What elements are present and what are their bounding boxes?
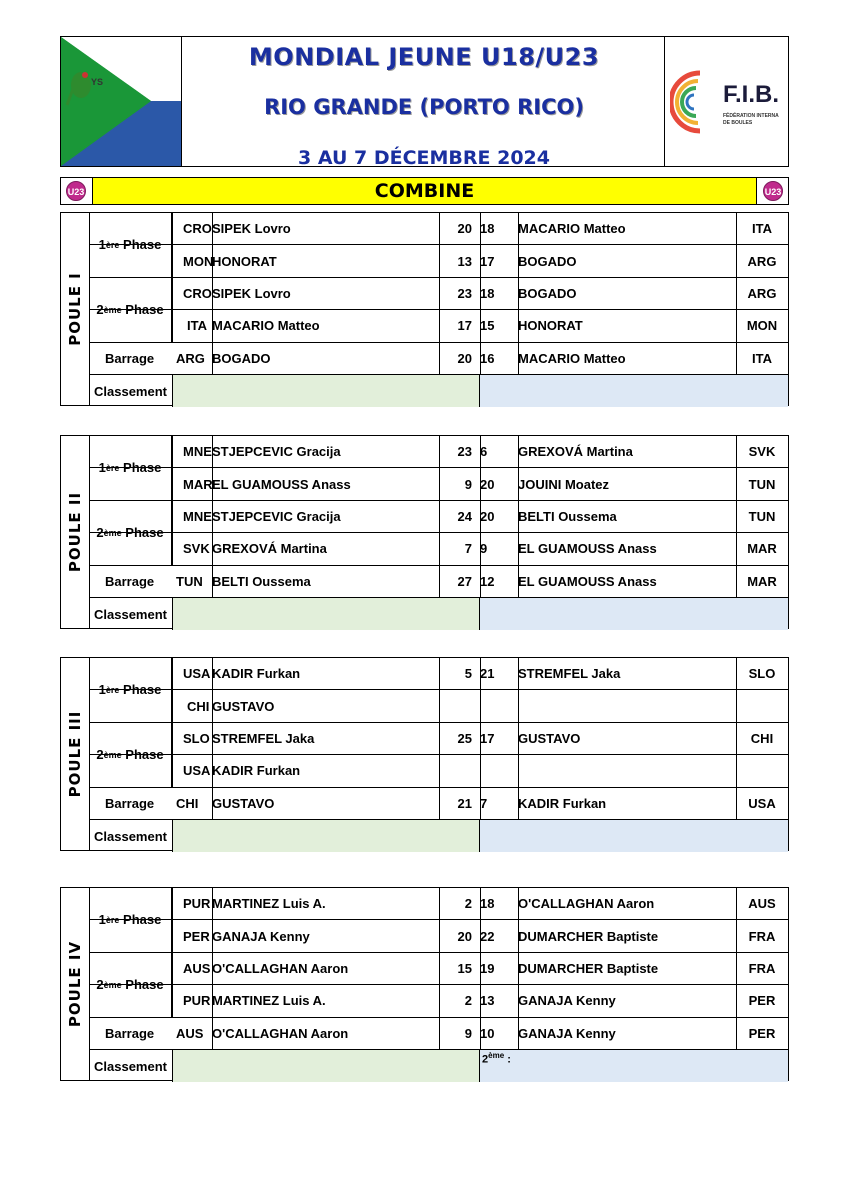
- left-nation: CHI: [187, 698, 210, 714]
- score-left: 23: [457, 444, 472, 460]
- score-right: 21: [480, 666, 495, 682]
- left-player: EL GUAMOUSS Anass: [212, 476, 351, 492]
- left-nation: USA: [183, 763, 211, 779]
- score-left: 27: [457, 573, 472, 589]
- classement-row: [89, 375, 788, 407]
- score-left: 9: [464, 1025, 472, 1041]
- fib-logo-sub1: FÉDÉRATION INTERNA: [723, 113, 779, 119]
- left-player: KADIR Furkan: [212, 666, 301, 682]
- score-right: 20: [480, 476, 495, 492]
- right-nation: AUS: [748, 896, 776, 912]
- match-row: [89, 755, 788, 787]
- left-nation: USA: [183, 666, 211, 682]
- score-left: 7: [464, 541, 472, 557]
- left-nation: TUN: [176, 573, 203, 589]
- score-right: 6: [480, 444, 488, 460]
- classement-label: Classement: [94, 1058, 167, 1074]
- left-player: BELTI Oussema: [212, 573, 311, 589]
- match-row: [89, 723, 788, 755]
- classement-label: Classement: [94, 828, 167, 844]
- score-right: 9: [480, 541, 488, 557]
- right-player: HONORAT: [518, 318, 583, 334]
- score-right: 18: [480, 221, 495, 237]
- right-player: DUMARCHER Baptiste: [518, 928, 659, 944]
- event-dates: 3 AU 7 DÉCEMBRE 2024: [297, 147, 550, 169]
- score-right: 15: [480, 318, 495, 334]
- left-nation: MNE: [183, 444, 212, 460]
- left-player: SIPEK Lovro: [212, 221, 291, 237]
- right-player: KADIR Furkan: [518, 795, 607, 811]
- fib-logo-sub2: DE BOULES: [723, 120, 753, 126]
- score-left: 21: [457, 795, 472, 811]
- poule-label: [61, 213, 90, 405]
- phase-label: 2 ème Phase: [89, 723, 172, 788]
- left-nation: ITA: [187, 318, 207, 334]
- poule-table: [60, 657, 789, 851]
- right-nation: FRA: [748, 928, 776, 944]
- right-nation: TUN: [748, 508, 776, 524]
- left-nation: SLO: [183, 730, 210, 746]
- score-left: [444, 755, 472, 786]
- match-row: [89, 245, 788, 277]
- right-player: BELTI Oussema: [518, 508, 617, 524]
- classement-row: [89, 598, 788, 630]
- right-nation: ITA: [752, 221, 772, 237]
- classement-row: [89, 1050, 788, 1082]
- score-left: 20: [457, 221, 472, 237]
- right-nation: PER: [748, 993, 776, 1009]
- score-right: 19: [480, 960, 495, 976]
- score-right: 18: [480, 896, 495, 912]
- category-label: COMBINE: [92, 178, 757, 204]
- poule-label: [61, 436, 90, 628]
- classement-second: [480, 820, 788, 852]
- phase-label: 2 ème Phase: [89, 953, 172, 1018]
- right-player: MACARIO Matteo: [518, 221, 626, 237]
- classement-second: [480, 375, 788, 407]
- right-player: MACARIO Matteo: [518, 350, 626, 366]
- left-nation: CRO: [183, 285, 212, 301]
- left-player: O'CALLAGHAN Aaron: [212, 960, 349, 976]
- left-player: KADIR Furkan: [212, 763, 301, 779]
- left-player: O'CALLAGHAN Aaron: [212, 1025, 349, 1041]
- right-nation: [736, 755, 788, 786]
- score-right: 20: [480, 508, 495, 524]
- match-row: [89, 310, 788, 342]
- barrage-label: Barrage: [105, 795, 155, 811]
- right-nation: MAR: [747, 541, 777, 557]
- right-nation: FRA: [748, 960, 776, 976]
- score-left: 9: [464, 476, 472, 492]
- score-left: [444, 690, 472, 721]
- right-player: DUMARCHER Baptiste: [518, 960, 659, 976]
- left-nation: AUS: [183, 960, 211, 976]
- right-player: BOGADO: [518, 253, 577, 269]
- title-area: [182, 37, 666, 169]
- left-player: STREMFEL Jaka: [212, 730, 315, 746]
- left-player: STJEPCEVIC Gracija: [212, 444, 341, 460]
- category-badge-right: U23: [763, 181, 783, 201]
- category-band: [60, 177, 789, 205]
- right-player: JOUINI Moatez: [518, 476, 610, 492]
- match-row: [89, 278, 788, 310]
- left-player: BOGADO: [212, 350, 271, 366]
- classement-label: Classement: [94, 383, 167, 399]
- flag-emblem: [61, 37, 182, 166]
- left-nation: MNE: [183, 508, 212, 524]
- score-right: 17: [480, 253, 495, 269]
- left-nation: CRO: [183, 221, 212, 237]
- phase-label: 1 ère Phase: [89, 436, 172, 501]
- match-row: [89, 501, 788, 533]
- classement-first: [172, 1050, 480, 1082]
- score-right: 7: [480, 795, 488, 811]
- right-nation: USA: [748, 795, 776, 811]
- score-right: 22: [480, 928, 495, 944]
- classement-first: [172, 820, 480, 852]
- fib-logo: [664, 37, 788, 166]
- score-right: 10: [480, 1025, 495, 1041]
- match-row: [89, 788, 788, 820]
- score-left: 2: [464, 993, 472, 1009]
- right-nation: ITA: [752, 350, 772, 366]
- poule-table: [60, 435, 789, 629]
- right-nation: ARG: [747, 285, 777, 301]
- left-player: GREXOVÁ Martina: [212, 541, 327, 557]
- classement-second: [480, 598, 788, 630]
- right-player: GANAJA Kenny: [518, 1025, 616, 1041]
- right-player: GREXOVÁ Martina: [518, 444, 633, 460]
- flag-text: YS: [91, 77, 104, 87]
- header-box: [60, 36, 789, 167]
- match-row: [89, 690, 788, 722]
- classement-first: [172, 375, 480, 407]
- match-row: [89, 1018, 788, 1050]
- classement-row: [89, 820, 788, 852]
- right-nation: TUN: [748, 476, 776, 492]
- phase-label: 1 ère Phase: [89, 888, 172, 953]
- score-right: 18: [480, 285, 495, 301]
- score-left: 2: [464, 896, 472, 912]
- match-row: [89, 658, 788, 690]
- left-player: GANAJA Kenny: [212, 928, 310, 944]
- classement-first: [172, 598, 480, 630]
- poule-label-text: POULE IV: [66, 940, 84, 1028]
- right-player: EL GUAMOUSS Anass: [518, 573, 657, 589]
- match-row: [89, 566, 788, 598]
- left-player: MARTINEZ Luis A.: [212, 896, 326, 912]
- left-player: GUSTAVO: [212, 698, 275, 714]
- right-nation: SVK: [748, 444, 776, 460]
- classement-note: 2ème :: [482, 1051, 511, 1066]
- event-location: RIO GRANDE (PORTO RICO): [264, 95, 584, 119]
- match-row: [89, 468, 788, 500]
- right-player: BOGADO: [518, 285, 577, 301]
- left-nation: PUR: [183, 993, 211, 1009]
- barrage-label: Barrage: [105, 573, 155, 589]
- barrage-label: Barrage: [105, 350, 155, 366]
- poule-label-text: POULE I: [66, 272, 84, 346]
- left-nation: PUR: [183, 896, 211, 912]
- left-player: GUSTAVO: [212, 795, 275, 811]
- match-row: [89, 436, 788, 468]
- right-player: GANAJA Kenny: [518, 993, 616, 1009]
- classement-label: Classement: [94, 606, 167, 622]
- left-nation: SVK: [183, 541, 210, 557]
- score-right: 17: [480, 730, 495, 746]
- match-row: [89, 920, 788, 952]
- right-nation: PER: [748, 1025, 776, 1041]
- right-nation: MAR: [747, 573, 777, 589]
- right-nation: CHI: [750, 730, 774, 746]
- poule-table: [60, 212, 789, 406]
- barrage-label: Barrage: [105, 1025, 155, 1041]
- phase-label: 1 ère Phase: [89, 658, 172, 723]
- right-nation: ARG: [747, 253, 777, 269]
- poule-table: [60, 887, 789, 1081]
- left-player: MACARIO Matteo: [212, 318, 320, 334]
- poule-label: [61, 888, 90, 1080]
- category-badge-left: U23: [66, 181, 86, 201]
- score-left: 25: [457, 730, 472, 746]
- match-row: [89, 953, 788, 985]
- match-row: [89, 533, 788, 565]
- right-player: GUSTAVO: [518, 730, 581, 746]
- right-player: O'CALLAGHAN Aaron: [518, 896, 655, 912]
- score-left: 20: [457, 350, 472, 366]
- event-title: MONDIAL JEUNE U18/U23: [248, 43, 600, 71]
- right-nation: [736, 690, 788, 721]
- poule-label: [61, 658, 90, 850]
- match-row: [89, 213, 788, 245]
- poule-label-text: POULE II: [66, 491, 84, 573]
- fib-logo-icon: [670, 69, 720, 135]
- score-left: 24: [457, 508, 472, 524]
- match-row: [89, 888, 788, 920]
- score-right: 16: [480, 350, 495, 366]
- score-left: 17: [457, 318, 472, 334]
- left-nation: PER: [183, 928, 210, 944]
- left-nation: MON: [183, 253, 214, 269]
- match-row: [89, 343, 788, 375]
- left-player: STJEPCEVIC Gracija: [212, 508, 341, 524]
- classement-second: [480, 1050, 788, 1082]
- left-player: HONORAT: [212, 253, 277, 269]
- left-player: SIPEK Lovro: [212, 285, 291, 301]
- left-nation: AUS: [176, 1025, 204, 1041]
- right-player: EL GUAMOUSS Anass: [518, 541, 657, 557]
- poule-label-text: POULE III: [66, 710, 84, 798]
- right-player: STREMFEL Jaka: [518, 666, 621, 682]
- phase-label: 1 ère Phase: [89, 213, 172, 278]
- right-nation: MON: [746, 318, 778, 334]
- left-player: MARTINEZ Luis A.: [212, 993, 326, 1009]
- score-left: 15: [457, 960, 472, 976]
- right-nation: SLO: [748, 666, 776, 682]
- score-left: 5: [464, 666, 472, 682]
- score-right: 13: [480, 993, 495, 1009]
- match-row: [89, 985, 788, 1017]
- phase-label: 2 ème Phase: [89, 501, 172, 566]
- score-left: 23: [457, 285, 472, 301]
- score-left: 20: [457, 928, 472, 944]
- left-nation: CHI: [176, 795, 199, 811]
- score-right: 12: [480, 573, 495, 589]
- left-nation: ARG: [176, 350, 205, 366]
- fib-logo-text: F.I.B.: [723, 81, 780, 108]
- left-nation: MAR: [183, 476, 213, 492]
- score-left: 13: [457, 253, 472, 269]
- phase-label: 2 ème Phase: [89, 278, 172, 343]
